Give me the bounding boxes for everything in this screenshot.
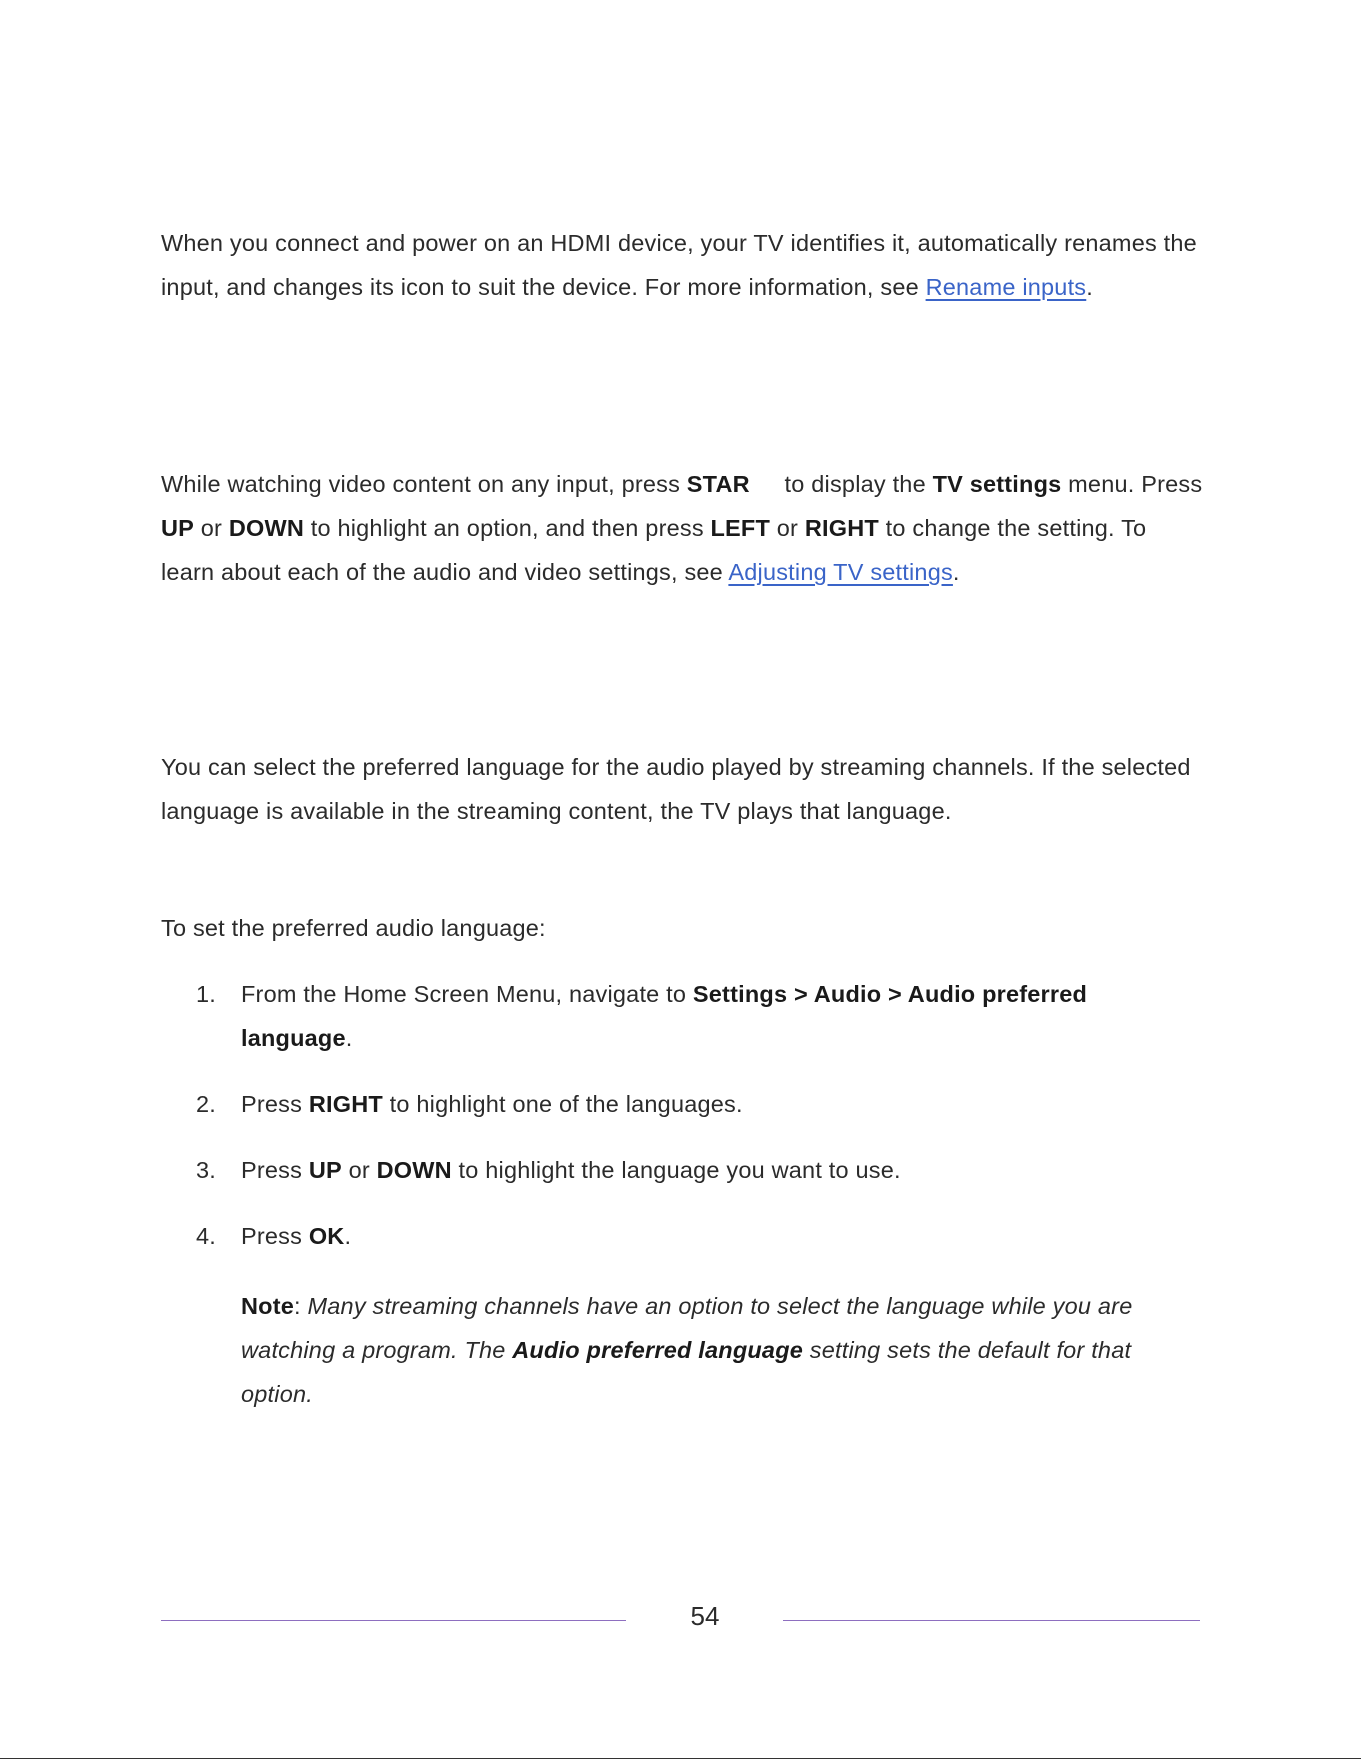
tv-settings-paragraph (161, 462, 1203, 594)
up-key-label: UP (161, 515, 195, 541)
page-bottom-border (0, 1758, 1361, 1759)
right-key-label: RIGHT (804, 515, 879, 541)
note-separator: : (294, 1293, 308, 1319)
paragraph-text: . (1086, 274, 1093, 300)
tv-settings-label: TV settings (932, 471, 1062, 497)
step-number: 1. (196, 981, 216, 1007)
note-label: Note (241, 1293, 295, 1319)
down-key-label: DOWN (228, 515, 305, 541)
step-text: to highlight one of the languages. (382, 1091, 743, 1117)
footer-rule-right (783, 1620, 1200, 1621)
paragraph-text: to display the (777, 471, 933, 497)
star-key-label: STAR (686, 471, 750, 497)
ok-key-label: OK (308, 1223, 345, 1249)
steps-list (161, 972, 1203, 1258)
step-text: From the Home Screen Menu, navigate to (241, 981, 693, 1007)
adjusting-tv-settings-link[interactable]: Adjusting TV settings (728, 559, 953, 585)
note-text: setting sets the default for that option. (241, 1337, 1132, 1407)
paragraph-text: When you connect and power on an HDMI device, your TV identifies it, automatically renames the input, and changes its icon to suit the device. For more information, see (161, 230, 1197, 300)
note-text: Many streaming channels have an option to select the language while you are watching a program. The (241, 1293, 1133, 1363)
footer-rule-left (161, 1620, 626, 1621)
audio-preferred-language-label: Audio preferred language (512, 1337, 804, 1363)
step-text: Press (241, 1091, 309, 1117)
step-number: 3. (196, 1157, 216, 1183)
step-text: Press (241, 1223, 309, 1249)
step-text: . (344, 1223, 352, 1249)
up-key-label: UP (308, 1157, 342, 1183)
paragraph-text: or (194, 515, 229, 541)
paragraph-text: or (770, 515, 805, 541)
down-key-label: DOWN (376, 1157, 452, 1183)
list-item (161, 972, 1203, 1060)
step-number: 2. (196, 1091, 216, 1117)
paragraph-text: to highlight an option, and then press (304, 515, 711, 541)
audio-language-lead: To set the preferred audio language: (161, 915, 546, 941)
step-number: 4. (196, 1223, 216, 1249)
step-text: Press (241, 1157, 309, 1183)
hdmi-auto-rename-paragraph (161, 221, 1203, 309)
step-text: . (345, 1025, 353, 1051)
page-number: 54 (690, 1601, 720, 1631)
paragraph-text: . (952, 559, 960, 585)
list-item (161, 1148, 1203, 1192)
paragraph-text: menu. Press (1061, 471, 1203, 497)
audio-language-intro: You can select the preferred language for the audio played by streaming channels. If the selected language is available in the streaming content, the TV plays that language. (161, 754, 1191, 824)
rename-inputs-link[interactable]: Rename inputs (925, 274, 1087, 300)
step-text: to highlight the language you want to use. (451, 1157, 901, 1183)
left-key-label: LEFT (710, 515, 771, 541)
settings-path-label: Settings > Audio > Audio preferred language (241, 981, 1088, 1051)
paragraph-text: While watching video content on any input, press (161, 471, 687, 497)
paragraph-text: to change the setting. To learn about each of the audio and video settings, see (161, 515, 1147, 585)
right-key-label: RIGHT (308, 1091, 383, 1117)
list-item (161, 1082, 1203, 1126)
list-item (161, 1214, 1203, 1258)
step-text: or (341, 1157, 377, 1183)
note-paragraph (241, 1284, 1203, 1416)
